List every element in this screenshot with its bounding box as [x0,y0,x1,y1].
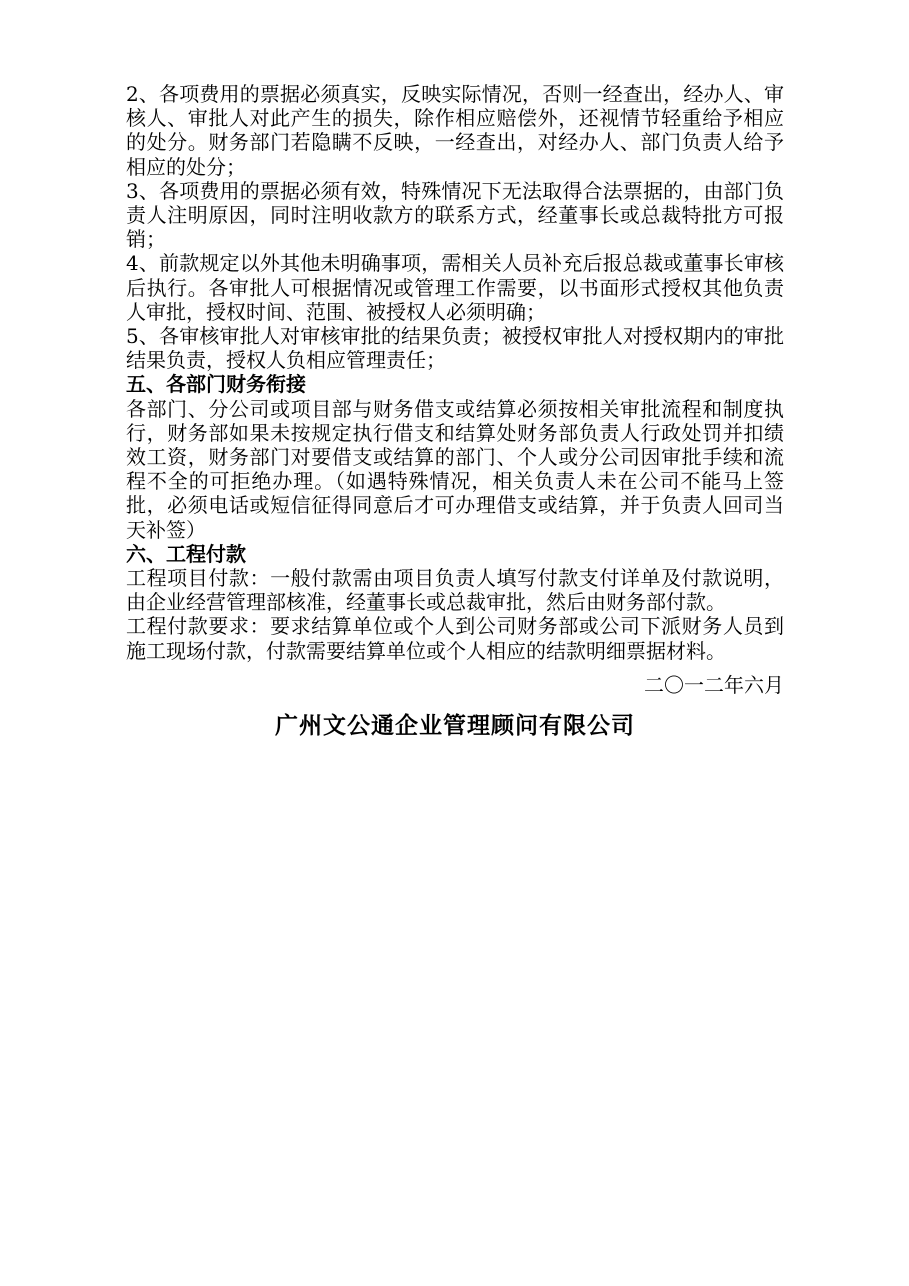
paragraph-finance-coordination: 各部门、分公司或项目部与财务借支或结算必须按相关审批流程和制度执行，财务部如果未按规定执行借支和结算处财务部负责人行政处罚并扣绩效工资，财务部门对要借支或结算的部门、个人或分公司因审批手续和流程不全的可拒绝办理。（如遇特殊情况，相关负责人未在公司不能马上签批，必须电话或短信征得同意后才可办理借支或结算，并于负责人回司当天补签） [126,396,784,542]
section-heading-6: 六、工程付款 [126,541,246,566]
document-page [126,82,784,741]
paragraph-payment-requirements: 工程付款要求：要求结算单位或个人到公司财务部或公司下派财务人员到施工现场付款，付款需要结算单位或个人相应的结款明细票据材料。 [126,614,784,663]
company-name: 广州文公通企业管理顾问有限公司 [275,711,635,739]
paragraph-project-payment: 工程项目付款：一般付款需由项目负责人填写付款支付详单及付款说明，由企业经营管理部核准，经董事长或总裁审批，然后由财务部付款。 [126,566,784,615]
paragraph-item-5: 5、各审核审批人对审核审批的结果负责；被授权审批人对授权期内的审批结果负责，授权人负相应管理责任； [126,324,784,373]
document-date: 二〇一二年六月 [644,672,784,697]
section-heading-5: 五、各部门财务衔接 [126,372,306,397]
paragraph-item-4: 4、前款规定以外其他未明确事项，需相关人员补充后报总裁或董事长审核后执行。各审批人可根据情况或管理工作需要，以书面形式授权其他负责人审批，授权时间、范围、被授权人必须明确； [126,251,784,324]
paragraph-item-3: 3、各项费用的票据必须有效，特殊情况下无法取得合法票据的，由部门负责人注明原因，同时注明收款方的联系方式，经董事长或总裁特批方可报销； [126,178,784,252]
paragraph-item-2: 2、各项费用的票据必须真实，反映实际情况，否则一经查出，经办人、审核人、审批人对此产生的损失，除作相应赔偿外，还视情节轻重给予相应的处分。财务部门若隐瞒不反映，一经查出，对经办人、部门负责人给予相应的处分； [126,82,784,179]
